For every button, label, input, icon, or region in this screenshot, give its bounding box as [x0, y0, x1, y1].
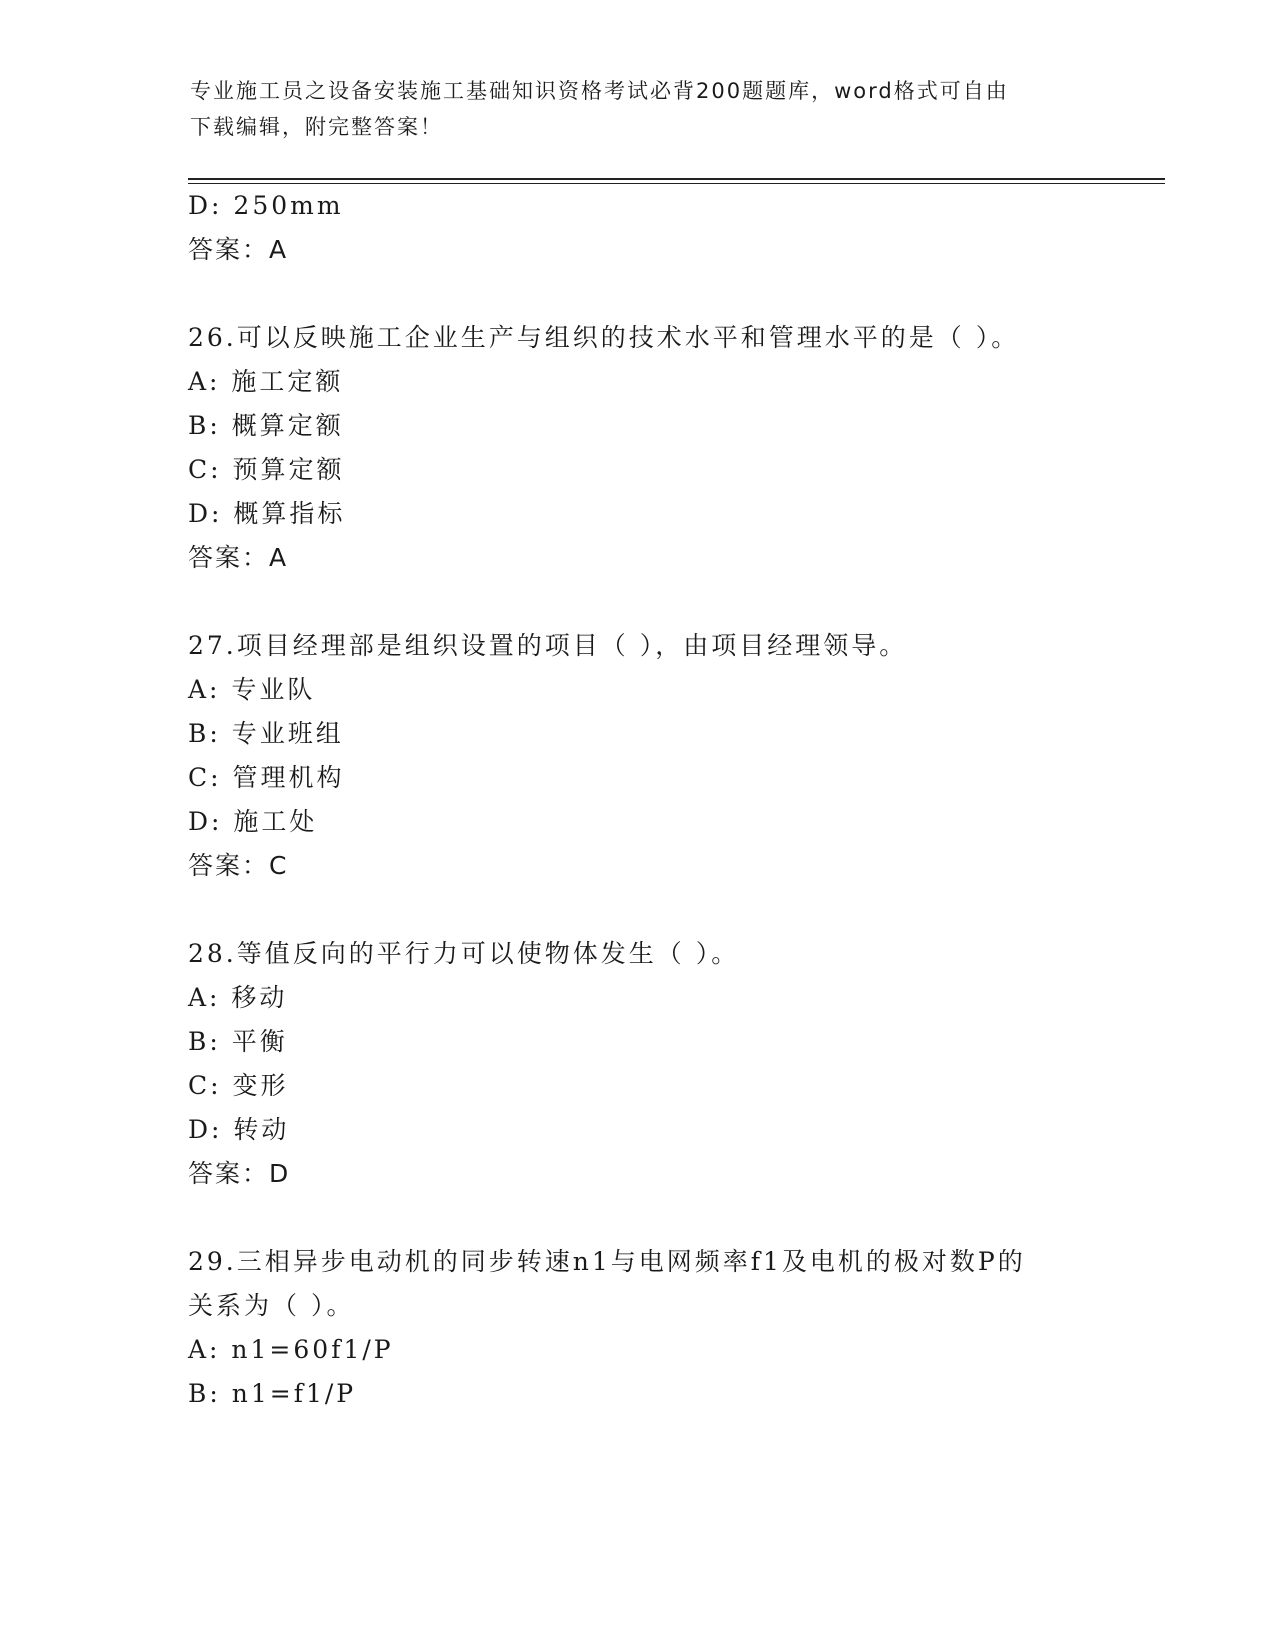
question-26-option-a: A: 施工定额: [188, 367, 344, 396]
question-28-option-c: C: 变形: [188, 1071, 289, 1100]
question-27-option-b: B: 专业班组: [188, 719, 344, 748]
question-26-option-d: D: 概算指标: [188, 499, 346, 528]
question-28-option-a: A: 移动: [188, 983, 288, 1012]
question-27-answer: 答案：C: [188, 851, 289, 880]
question-29-option-b: B: n1=f1/P: [188, 1379, 357, 1408]
question-28-option-b: B: 平衡: [188, 1027, 288, 1056]
question-26-answer: 答案：A: [188, 543, 289, 572]
question-26-option-c: C: 预算定额: [188, 455, 345, 484]
question-26-option-b: B: 概算定额: [188, 411, 344, 440]
header-divider: [188, 178, 1165, 180]
option-d: D: 250mm: [188, 191, 344, 220]
answer-label: 答案：A: [188, 235, 289, 264]
document-header-title: 专业施工员之设备安装施工基础知识资格考试必背200题题库，word格式可自由 下载编辑，附完整答案！: [190, 79, 1009, 139]
question-27-option-c: C: 管理机构: [188, 763, 345, 792]
question-29-stem-line-1: 29.三相异步电动机的同步转速n1与电网频率f1及电机的极对数P的: [188, 1247, 1026, 1276]
question-29-option-a: A: n1=60f1/P: [188, 1335, 394, 1364]
question-29-stem-line-2: 关系为（ ）。: [188, 1291, 355, 1320]
question-26-stem: 26.可以反映施工企业生产与组织的技术水平和管理水平的是（ ）。: [188, 323, 1020, 352]
question-28-stem: 28.等值反向的平行力可以使物体发生（ ）。: [188, 939, 740, 968]
question-27-option-d: D: 施工处: [188, 807, 318, 836]
question-28-answer: 答案：D: [188, 1159, 291, 1188]
header-divider-thin: [188, 183, 1165, 184]
question-28-option-d: D: 转动: [188, 1115, 290, 1144]
question-27-option-a: A: 专业队: [188, 675, 316, 704]
question-27-stem: 27.项目经理部是组织设置的项目（ ），由项目经理领导。: [188, 631, 908, 660]
